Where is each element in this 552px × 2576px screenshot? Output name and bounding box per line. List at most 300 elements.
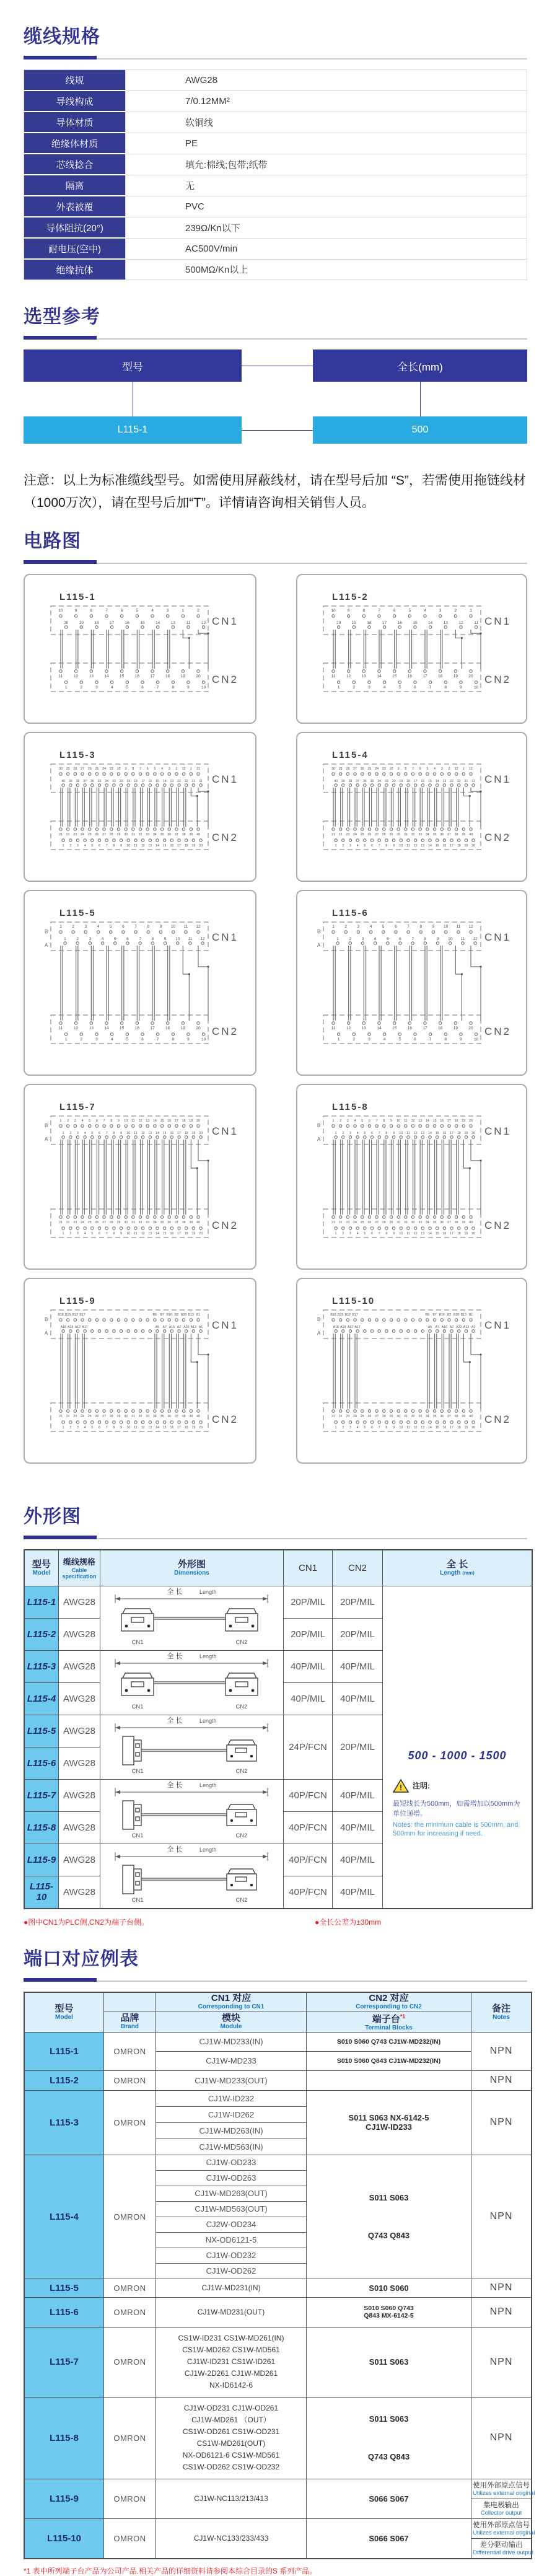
svg-text:19: 19 — [191, 1132, 196, 1135]
svg-text:A5: A5 — [155, 1325, 160, 1329]
svg-text:7: 7 — [105, 1232, 108, 1236]
svg-text:39: 39 — [189, 833, 193, 837]
svg-text:38: 38 — [454, 833, 458, 837]
svg-text:29: 29 — [389, 1221, 393, 1224]
svg-text:1: 1 — [335, 1132, 337, 1135]
svg-text:26: 26 — [95, 833, 99, 837]
svg-text:4: 4 — [84, 1132, 86, 1135]
svg-text:32: 32 — [184, 780, 188, 783]
svg-text:1: 1 — [62, 1426, 64, 1430]
svg-text:8: 8 — [172, 1037, 175, 1042]
notes-cell: NPN — [471, 2279, 532, 2297]
svg-text:6: 6 — [371, 844, 373, 848]
svg-text:7: 7 — [378, 844, 380, 848]
svg-text:4: 4 — [356, 1232, 359, 1236]
module-line: CJ1W-NC133/233/433 — [193, 2533, 269, 2543]
svg-text:2: 2 — [349, 937, 352, 941]
svg-text:7: 7 — [375, 1119, 378, 1123]
svg-text:17: 17 — [110, 621, 115, 625]
svg-text:2: 2 — [342, 1132, 344, 1135]
col-terminal-blocks: 端子台$^{*1}$ Terminal Blocks — [307, 2011, 471, 2032]
svg-text:5: 5 — [426, 767, 429, 771]
svg-text:36: 36 — [167, 1221, 172, 1224]
svg-text:15: 15 — [162, 1232, 167, 1236]
svg-text:37: 37 — [447, 1221, 451, 1224]
svg-text:2: 2 — [80, 1037, 83, 1042]
svg-text:8: 8 — [113, 844, 115, 848]
svg-text:21: 21 — [191, 780, 196, 783]
cn2-cell: 20P/MIL — [333, 1618, 383, 1650]
svg-text:1: 1 — [335, 1426, 337, 1430]
svg-text:27: 27 — [102, 833, 106, 837]
svg-text:14: 14 — [428, 1426, 432, 1430]
svg-text:4: 4 — [110, 1037, 113, 1042]
svg-text:29: 29 — [66, 767, 70, 771]
svg-text:20: 20 — [119, 780, 123, 783]
svg-text:1: 1 — [59, 925, 62, 929]
section-rule — [24, 1978, 527, 1982]
cn1-label: CN1 — [484, 1125, 512, 1137]
brand-cell: OMRON — [104, 2279, 156, 2297]
svg-text:25: 25 — [360, 1221, 364, 1224]
svg-text:11: 11 — [404, 1119, 408, 1123]
module-cell — [156, 2479, 307, 2518]
svg-text:2: 2 — [72, 925, 74, 929]
svg-text:B19: B19 — [65, 1313, 71, 1317]
svg-text:28: 28 — [382, 1221, 386, 1224]
svg-text:19: 19 — [464, 844, 468, 848]
svg-text:21: 21 — [464, 780, 468, 783]
svg-text:15: 15 — [120, 674, 125, 679]
svg-text:39: 39 — [462, 1221, 466, 1224]
svg-text:7: 7 — [378, 609, 380, 613]
svg-text:4: 4 — [101, 937, 104, 941]
cn1-cell: 40P/FCN — [284, 1779, 333, 1811]
svg-text:18: 18 — [134, 780, 138, 783]
svg-text:7: 7 — [411, 937, 414, 941]
circuit-diagram — [297, 1085, 528, 1268]
module-line: NX-ID6142-6 — [209, 2381, 253, 2389]
svg-text:B: B — [45, 1317, 48, 1322]
svg-text:5: 5 — [364, 1426, 366, 1430]
terminal-line: S011 S063 NX-6142-5 — [348, 2113, 429, 2122]
svg-text:3: 3 — [439, 609, 442, 613]
svg-text:1: 1 — [337, 1037, 340, 1042]
svg-text:8: 8 — [385, 1232, 388, 1236]
svg-text:20: 20 — [199, 844, 203, 848]
svg-text:1: 1 — [59, 1119, 62, 1123]
circuit-card — [24, 1084, 256, 1270]
svg-text:27: 27 — [81, 767, 84, 771]
port-row — [24, 2070, 532, 2090]
section-title-selection: 选型参考 — [24, 307, 100, 327]
svg-text:9: 9 — [393, 844, 395, 848]
svg-text:38: 38 — [348, 780, 353, 783]
svg-text:5: 5 — [91, 1232, 94, 1236]
svg-text:2: 2 — [340, 1119, 342, 1123]
cn1-label: CN1 — [212, 773, 239, 785]
svg-text:19: 19 — [453, 674, 458, 679]
svg-text:6: 6 — [122, 925, 125, 929]
section-rule — [24, 560, 527, 564]
svg-text:4: 4 — [434, 767, 436, 771]
svg-text:33: 33 — [384, 780, 388, 783]
svg-text:2: 2 — [342, 1232, 344, 1236]
selection-diagram — [24, 349, 527, 456]
svg-text:5: 5 — [91, 1426, 94, 1430]
svg-text:1: 1 — [335, 844, 337, 848]
svg-text:11: 11 — [469, 767, 473, 771]
svg-text:8: 8 — [444, 685, 447, 690]
svg-text:8: 8 — [113, 1132, 115, 1135]
module-cell — [156, 2518, 307, 2559]
svg-text:19: 19 — [462, 1119, 466, 1123]
svg-text:1: 1 — [64, 685, 68, 690]
svg-text:20: 20 — [471, 844, 475, 848]
svg-text:15: 15 — [428, 780, 432, 783]
svg-text:8: 8 — [383, 1119, 385, 1123]
svg-text:24: 24 — [353, 1221, 357, 1224]
svg-text:10: 10 — [124, 1119, 128, 1123]
svg-text:19: 19 — [189, 1119, 193, 1123]
svg-text:24: 24 — [81, 1221, 84, 1224]
col-model: 型号 Model — [24, 1992, 104, 2033]
svg-text:35: 35 — [97, 780, 102, 783]
drawing-cell — [100, 1715, 284, 1779]
svg-text:B: B — [317, 1123, 321, 1128]
svg-text:28: 28 — [346, 767, 350, 771]
svg-text:15: 15 — [435, 1232, 439, 1236]
svg-text:15: 15 — [140, 621, 145, 625]
svg-text:20: 20 — [196, 1026, 201, 1031]
svg-text:26: 26 — [367, 1221, 372, 1224]
module-cell: CJ1W-ID232 — [156, 2090, 307, 2106]
selection-box-model: 型号 — [24, 349, 242, 382]
notes-cell: NPN — [471, 2155, 532, 2279]
circuit-diagram — [297, 733, 528, 881]
svg-text:B12: B12 — [344, 1313, 351, 1317]
port-row — [24, 2279, 532, 2297]
model-cell: L115-4 — [24, 1682, 59, 1715]
svg-text:25: 25 — [87, 1221, 92, 1224]
module-cell: CJ1W-OD233 — [156, 2155, 307, 2170]
module-cell: CJ1W-MD263(OUT) — [156, 2186, 307, 2201]
svg-text:36: 36 — [90, 780, 94, 783]
svg-text:19: 19 — [191, 1232, 196, 1236]
svg-text:3: 3 — [89, 937, 92, 941]
svg-text:6: 6 — [419, 767, 421, 771]
svg-text:7: 7 — [429, 1037, 432, 1042]
svg-text:2: 2 — [342, 844, 344, 848]
svg-text:3: 3 — [77, 1132, 79, 1135]
note-en: Collector output — [480, 2509, 522, 2517]
svg-text:24: 24 — [375, 767, 379, 771]
svg-text:Length: Length — [199, 1846, 217, 1853]
spec-label: 导线构成 — [24, 90, 126, 112]
module-line: CJ1W-ID231 CS1W-ID261 — [186, 2357, 276, 2366]
svg-text:23: 23 — [382, 767, 386, 771]
svg-text:35: 35 — [160, 833, 164, 837]
svg-text:12: 12 — [413, 1232, 418, 1236]
svg-text:16: 16 — [397, 621, 402, 625]
model-cell: L115-5 — [24, 2279, 104, 2297]
svg-text:34: 34 — [377, 780, 382, 783]
svg-text:4: 4 — [84, 1232, 86, 1236]
spec-label: 耐电压(空中) — [24, 238, 126, 259]
svg-text:4: 4 — [151, 609, 154, 613]
module-line: CS1W-MD261(OUT) — [196, 2439, 266, 2448]
cn1-label: CN1 — [212, 615, 239, 627]
svg-text:39: 39 — [462, 833, 466, 837]
spec-row — [24, 133, 527, 154]
svg-text:10: 10 — [399, 1232, 403, 1236]
spec-label: 隔离 — [24, 175, 126, 196]
svg-text:11: 11 — [406, 1132, 410, 1135]
svg-text:1: 1 — [182, 609, 185, 613]
svg-text:13: 13 — [148, 1132, 152, 1135]
svg-text:12: 12 — [411, 1119, 415, 1123]
svg-text:11: 11 — [460, 937, 465, 941]
port-mapping-table — [24, 1992, 535, 2559]
svg-text:37: 37 — [175, 833, 178, 837]
svg-text:33: 33 — [146, 833, 150, 837]
cn2-cell: 40P/MIL — [333, 1650, 383, 1682]
outline-footnotes — [24, 1917, 527, 1927]
circuit-diagram — [297, 575, 528, 723]
cn2-label: CN2 — [484, 1413, 512, 1425]
svg-text:7: 7 — [378, 1426, 380, 1430]
circuit-card — [24, 732, 256, 882]
svg-text:A13: A13 — [463, 1325, 470, 1329]
length-note-en: Notes: the minimum cable is 500mm, and 500mm for increasing if need. — [393, 1821, 519, 1837]
cn2-label: CN2 — [212, 1413, 239, 1425]
svg-text:12: 12 — [200, 937, 205, 941]
svg-text:B20: B20 — [453, 1313, 460, 1317]
cn1-cell: 40P/FCN — [284, 1811, 333, 1844]
svg-text:18: 18 — [457, 1232, 461, 1236]
port-row — [24, 2032, 532, 2051]
cable-spec-table — [24, 69, 527, 280]
svg-text:A: A — [45, 943, 48, 948]
svg-text:5: 5 — [364, 1132, 366, 1135]
svg-text:8: 8 — [113, 1426, 115, 1430]
module-cell: CJ1W-ID262 — [156, 2106, 307, 2122]
circuit-model-label: L115-9 — [59, 1296, 96, 1306]
circuit-card — [24, 890, 256, 1076]
svg-text:13: 13 — [442, 780, 447, 783]
svg-text:9: 9 — [390, 1119, 392, 1123]
svg-text:8: 8 — [113, 1232, 115, 1236]
svg-text:6: 6 — [99, 1132, 100, 1135]
module-cell — [156, 2327, 307, 2397]
svg-text:16: 16 — [170, 1426, 174, 1430]
svg-text:9: 9 — [187, 1037, 190, 1042]
svg-text:7: 7 — [407, 925, 410, 929]
svg-text:10: 10 — [331, 609, 336, 613]
svg-text:16: 16 — [134, 1026, 139, 1031]
svg-text:11: 11 — [406, 844, 410, 848]
svg-text:15: 15 — [162, 844, 167, 848]
svg-text:20: 20 — [199, 1426, 203, 1430]
svg-text:37: 37 — [447, 833, 451, 837]
svg-text:A: A — [317, 1136, 321, 1142]
svg-text:18: 18 — [165, 1026, 170, 1031]
svg-text:38: 38 — [454, 1415, 458, 1418]
svg-text:11: 11 — [186, 621, 191, 625]
svg-text:19: 19 — [79, 621, 84, 625]
svg-text:32: 32 — [411, 1221, 415, 1224]
model-cell: L115-5 — [24, 1715, 59, 1747]
spec-row — [24, 70, 527, 91]
svg-text:20: 20 — [471, 1426, 475, 1430]
brand-cell: OMRON — [104, 2518, 156, 2559]
circuit-model-label: L115-4 — [332, 750, 369, 760]
notes-cell — [471, 2518, 535, 2559]
model-cell: L115-10 — [24, 2518, 104, 2559]
svg-text:19: 19 — [180, 1026, 185, 1031]
svg-text:A7: A7 — [435, 1325, 439, 1329]
svg-text:3: 3 — [349, 844, 351, 848]
svg-text:11: 11 — [134, 1426, 138, 1430]
svg-text:10: 10 — [116, 767, 121, 771]
svg-text:16: 16 — [442, 844, 447, 848]
module-line: CJ1W-MD261 （OUT） — [191, 2416, 271, 2424]
terminal-cell — [307, 2279, 471, 2297]
note-en: Utilizes external original — [473, 2529, 535, 2536]
svg-text:25: 25 — [360, 833, 364, 837]
svg-text:10: 10 — [171, 925, 176, 929]
svg-text:2: 2 — [353, 685, 356, 690]
svg-text:17: 17 — [450, 1132, 453, 1135]
spec-value: 7/0.12MM² — [126, 90, 527, 112]
module-cell: CJ1W-OD262 — [156, 2263, 307, 2279]
svg-text:3: 3 — [368, 685, 370, 690]
svg-text:20: 20 — [392, 780, 396, 783]
spec-label: 绝缘抗体 — [24, 259, 126, 280]
svg-text:27: 27 — [375, 1221, 379, 1224]
spec-cell: AWG28 — [59, 1779, 100, 1811]
svg-text:29: 29 — [389, 833, 393, 837]
svg-text:40: 40 — [469, 1415, 473, 1418]
spec-value: PVC — [126, 196, 527, 217]
svg-text:36: 36 — [440, 1221, 444, 1224]
svg-text:5: 5 — [361, 1119, 364, 1123]
svg-text:B12: B12 — [72, 1313, 78, 1317]
svg-text:B: B — [317, 1317, 321, 1322]
svg-text:4: 4 — [383, 1037, 386, 1042]
svg-text:21: 21 — [59, 833, 63, 837]
svg-text:9: 9 — [397, 767, 400, 771]
circuit-card — [296, 574, 527, 724]
svg-text:16: 16 — [170, 844, 174, 848]
svg-text:18: 18 — [184, 1426, 188, 1430]
svg-text:20: 20 — [468, 1026, 473, 1031]
svg-text:15: 15 — [162, 1132, 167, 1135]
svg-text:14: 14 — [428, 1132, 432, 1135]
svg-text:30: 30 — [59, 767, 63, 771]
svg-text:38: 38 — [454, 1221, 458, 1224]
svg-text:16: 16 — [421, 780, 425, 783]
note-en: Differential drive output — [473, 2549, 533, 2556]
svg-text:4: 4 — [374, 937, 377, 941]
svg-text:A12: A12 — [74, 1325, 81, 1329]
svg-text:30: 30 — [124, 1221, 128, 1224]
module-line: CJ1W-OD231 CJ1W-OD261 — [183, 2404, 279, 2412]
spec-cell: AWG28 — [59, 1811, 100, 1844]
note-cn: 集电极输出 — [483, 2501, 519, 2509]
svg-text:28: 28 — [109, 1221, 113, 1224]
brand-cell: OMRON — [104, 2070, 156, 2090]
svg-text:21: 21 — [331, 1415, 335, 1418]
svg-text:20: 20 — [196, 674, 201, 679]
spec-label: 绝缘体材质 — [24, 133, 126, 154]
svg-text:9: 9 — [347, 609, 350, 613]
svg-text:23: 23 — [73, 1221, 77, 1224]
svg-text:9: 9 — [393, 1232, 395, 1236]
module-cell — [156, 2279, 307, 2297]
cn2-cell: 40P/MIL — [333, 1844, 383, 1876]
circuit-model-label: L115-10 — [332, 1296, 375, 1306]
svg-text:13: 13 — [89, 674, 94, 679]
svg-text:8: 8 — [405, 767, 407, 771]
notes-cell — [471, 2479, 535, 2518]
cn2-label: CN2 — [235, 1703, 248, 1710]
svg-text:13: 13 — [418, 1119, 423, 1123]
svg-text:15: 15 — [160, 1119, 164, 1123]
svg-text:40: 40 — [469, 833, 473, 837]
cn1-label: CN1 — [131, 1896, 144, 1904]
svg-text:B7: B7 — [160, 1313, 164, 1317]
svg-text:26: 26 — [95, 1221, 99, 1224]
svg-text:A2: A2 — [177, 1325, 182, 1329]
svg-text:1: 1 — [337, 685, 340, 690]
cn1-label: CN1 — [484, 615, 512, 627]
svg-text:1: 1 — [62, 1232, 64, 1236]
svg-text:13: 13 — [148, 844, 152, 848]
svg-text:12: 12 — [413, 1132, 418, 1135]
svg-text:34: 34 — [153, 1221, 157, 1224]
svg-text:11: 11 — [196, 767, 200, 771]
module-cell — [156, 2297, 307, 2327]
svg-text:2: 2 — [69, 844, 72, 848]
svg-text:25: 25 — [87, 1415, 92, 1418]
terminal-line: S066 S067 — [369, 2533, 409, 2543]
terminal-line: S011 S063 — [369, 2193, 409, 2202]
cn1-label: CN1 — [484, 931, 512, 943]
section-title-circuits: 电路图 — [24, 531, 81, 552]
svg-text:5: 5 — [386, 937, 389, 941]
cable-drawing — [102, 1844, 283, 1905]
svg-text:全 长: 全 长 — [166, 1717, 183, 1725]
svg-text:27: 27 — [375, 1415, 379, 1418]
svg-text:6: 6 — [146, 767, 149, 771]
svg-text:38: 38 — [182, 1415, 186, 1418]
svg-text:12: 12 — [141, 844, 145, 848]
svg-text:10: 10 — [58, 609, 63, 613]
svg-text:B: B — [45, 929, 48, 934]
svg-text:9: 9 — [159, 925, 162, 929]
svg-text:12: 12 — [74, 1026, 79, 1031]
terminal-cell — [307, 2479, 471, 2518]
col-length: 全 长 Length (mm) — [383, 1550, 533, 1586]
cn1-cell: 40P/FCN — [284, 1876, 333, 1908]
svg-text:16: 16 — [442, 1426, 447, 1430]
svg-text:14: 14 — [104, 674, 109, 679]
svg-text:13: 13 — [421, 1426, 425, 1430]
svg-text:14: 14 — [377, 674, 382, 679]
svg-text:18: 18 — [457, 844, 461, 848]
cn2-cell: 20P/MIL — [333, 1715, 383, 1779]
